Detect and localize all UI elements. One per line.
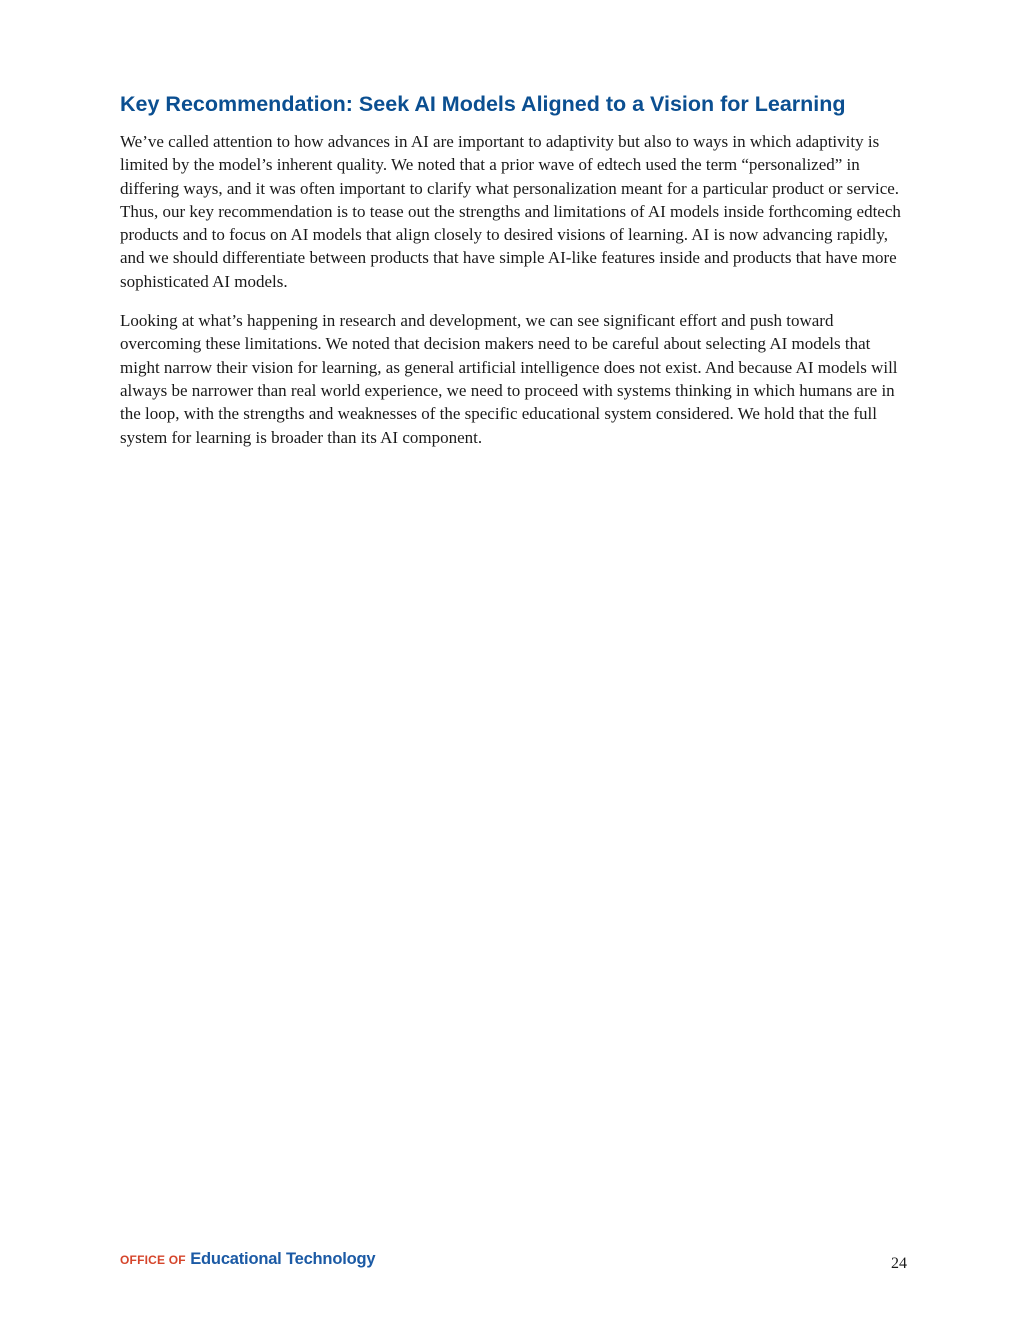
page-number: 24 (891, 1255, 907, 1272)
paragraph-2: Looking at what’s happening in research and development, we can see significant effort and push toward overcoming these limitations. We noted that decision makers need to be careful about selecting AI models that might narrow their vision for learning, as general artificial intelligence does not exist. And because AI models will always be narrower than real world experience, we need to proceed with systems thinking in which humans are in the loop, with the strengths and weaknesses of the specific educational system considered. We hold that the full system for learning is broader than its AI component. (120, 311, 898, 447)
logo-name-text: Educational Technology (190, 1250, 376, 1268)
section-heading: Key Recommendation: Seek AI Models Aligned to a Vision for Learning (120, 92, 846, 116)
logo-office-text: OFFICE OF (120, 1253, 186, 1267)
section-content (120, 88, 910, 465)
office-of-educational-technology-logo (120, 1250, 375, 1269)
paragraph-1: We’ve called attention to how advances in AI are important to adaptivity but also to ways in which adaptivity is limited by the model’s inherent quality. We noted that a prior wave of edtech used the term “personalized” in differing ways, and it was often important to clarify what personalization meant for a particular product or service. Thus, our key recommendation is to tease out the strengths and limitations of AI models inside forthcoming edtech products and to focus on AI models that align closely to desired visions of learning. AI is now advancing rapidly, and we should differentiate between products that have simple AI-like features inside and products that have more sophisticated AI models. (120, 132, 901, 291)
